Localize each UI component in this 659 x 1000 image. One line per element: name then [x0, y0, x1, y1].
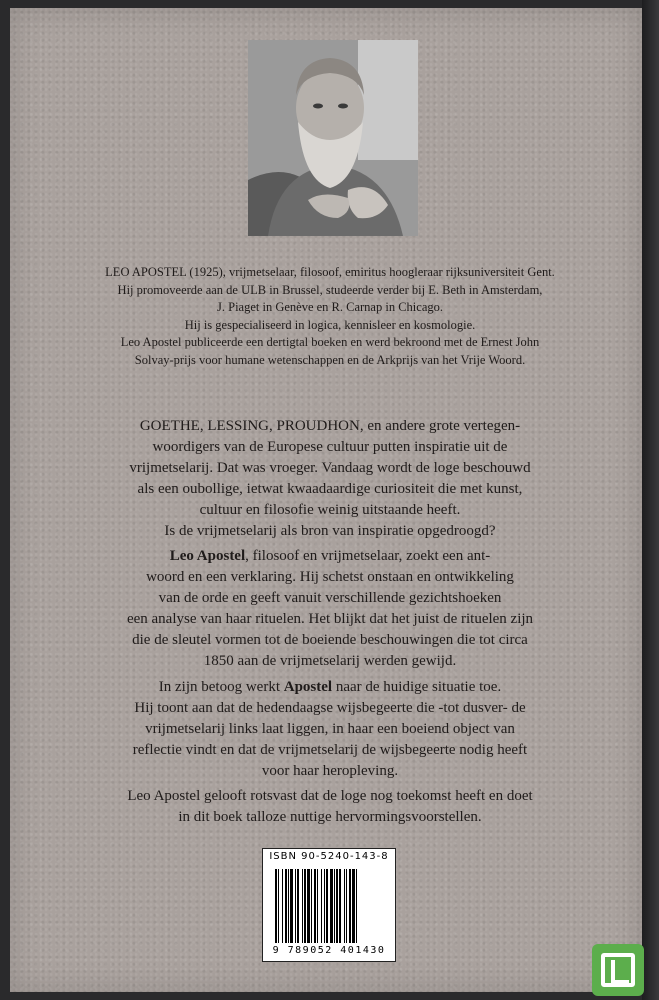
barcode-bar: [334, 869, 335, 943]
barcode-bar: [304, 869, 306, 943]
bio-line: LEO APOSTEL (1925), vrijmetselaar, filosoof, emiritus hoogleraar rijksuniversiteit Gent.: [105, 265, 555, 279]
blurb-line: woordigers van de Europese cultuur putten inspiratie uit de: [152, 439, 508, 455]
lastdodo-logo-icon: [592, 944, 644, 996]
blurb-paragraph-2: [100, 546, 560, 672]
blurb-line: voor haar heropleving.: [261, 763, 399, 779]
barcode-bar: [346, 869, 347, 943]
blurb-line: [100, 677, 560, 698]
bio-line: J. Piaget in Genève en R. Carnap in Chicago.: [217, 300, 443, 315]
barcode-bar: [295, 869, 296, 943]
barcode-icon: [275, 869, 383, 943]
blurb-paragraph-3: [100, 677, 560, 782]
barcode-bar: [324, 869, 325, 943]
barcode-bar: [344, 869, 345, 943]
blurb-paragraph-4: [100, 786, 560, 828]
barcode-bar: [330, 869, 333, 943]
isbn-label: ISBN 90-5240-143-8: [269, 851, 389, 862]
book-spine-edge: [642, 0, 659, 1000]
blurb-line-pre: In zijn betoog werkt: [158, 679, 284, 695]
blurb-line: vrijmetselarij. Dat was vroeger. Vandaag wordt de loge beschouwd: [129, 460, 531, 476]
barcode-bar: [282, 869, 283, 943]
barcode-bar: [352, 869, 355, 943]
blurb-line: vrijmetselarij links laat liggen, in haar een boeiend object van: [145, 721, 515, 737]
blurb-line-post: naar de huidige situatie toe.: [332, 679, 502, 695]
blurb-line-rest: , filosoof en vrijmetselaar, zoekt een ant-: [245, 548, 491, 564]
barcode-bar: [275, 869, 277, 943]
blurb-line: Leo Apostel gelooft rotsvast dat de loge nog toekomst heeft en doet: [127, 788, 533, 804]
bio-line: Hij promoveerde aan de ULB in Brussel, studeerde verder bij E. Beth in Amsterdam,: [117, 282, 543, 297]
bio-line: Solvay-prijs voor humane wetenschappen en de Arkprijs van het Vrije Woord.: [134, 352, 526, 367]
barcode-bar: [317, 869, 318, 943]
barcode-bar: [326, 869, 328, 943]
barcode-bar: [336, 869, 338, 943]
blurb-line: reflectie vindt en dat de vrijmetselarij de wijsbegeerte nodig heeft: [132, 742, 528, 758]
blurb-line: Hij toont aan dat de hedendaagse wijsbegeerte die -tot dusver- de: [134, 700, 526, 716]
barcode-bar: [339, 869, 341, 943]
blurb-line: die de sleutel vormen tot de boeiende beschouwingen die tot circa: [132, 632, 528, 648]
barcode-bar: [314, 869, 316, 943]
barcode-bar: [356, 869, 357, 943]
isbn-barcode-box: [262, 848, 396, 962]
blurb-line: Is de vrijmetselarij als bron van inspiratie opgedroogd?: [164, 523, 496, 539]
blurb-line: als een oubollige, ietwat kwaadaardige curiositeit die met kunst,: [137, 481, 523, 497]
ean-number: 9 789052 401430: [272, 945, 386, 956]
barcode-bar: [302, 869, 303, 943]
barcode-bar: [297, 869, 299, 943]
blurb-line: van de orde en geeft vanuit verschillende gezichtshoeken: [158, 590, 502, 606]
barcode-bar: [349, 869, 351, 943]
barcode-bar: [311, 869, 312, 943]
barcode-bar: [285, 869, 287, 943]
blurb-line: [100, 546, 560, 567]
blurb-line: GOETHE, LESSING, PROUDHON, en andere grote vertegen-: [139, 418, 521, 434]
author-name-bold: Leo Apostel: [169, 548, 246, 564]
blurb-line: een analyse van haar rituelen. Het blijkt dat het juist de rituelen zijn: [126, 611, 534, 627]
logo-mark-icon: [601, 953, 635, 987]
blurb-line: cultuur en filosofie weinig uitstaande heeft.: [199, 502, 461, 518]
blurb-paragraph-1: [100, 416, 560, 542]
blurb-line: woord en een verklaring. Hij schetst onstaan en ontwikkeling: [146, 569, 514, 585]
blurb-line: 1850 aan de vrijmetselarij werden gewijd.: [203, 653, 457, 669]
bio-line: Hij is gespecialiseerd in logica, kennisleer en kosmologie.: [184, 317, 476, 332]
barcode-bar: [307, 869, 310, 943]
bio-line: Leo Apostel publiceerde een dertigtal boeken en werd bekroond met de Ernest John: [120, 335, 540, 350]
author-biography: [90, 264, 570, 370]
author-portrait-photo: [248, 40, 418, 236]
barcode-bar: [290, 869, 293, 943]
author-name-bold: Apostel: [283, 679, 333, 695]
blurb-line: in dit boek talloze nuttige hervormingsvoorstellen.: [178, 809, 482, 825]
barcode-bar: [278, 869, 279, 943]
barcode-bar: [288, 869, 289, 943]
portrait-illustration: [248, 40, 418, 236]
barcode-bar: [321, 869, 322, 943]
